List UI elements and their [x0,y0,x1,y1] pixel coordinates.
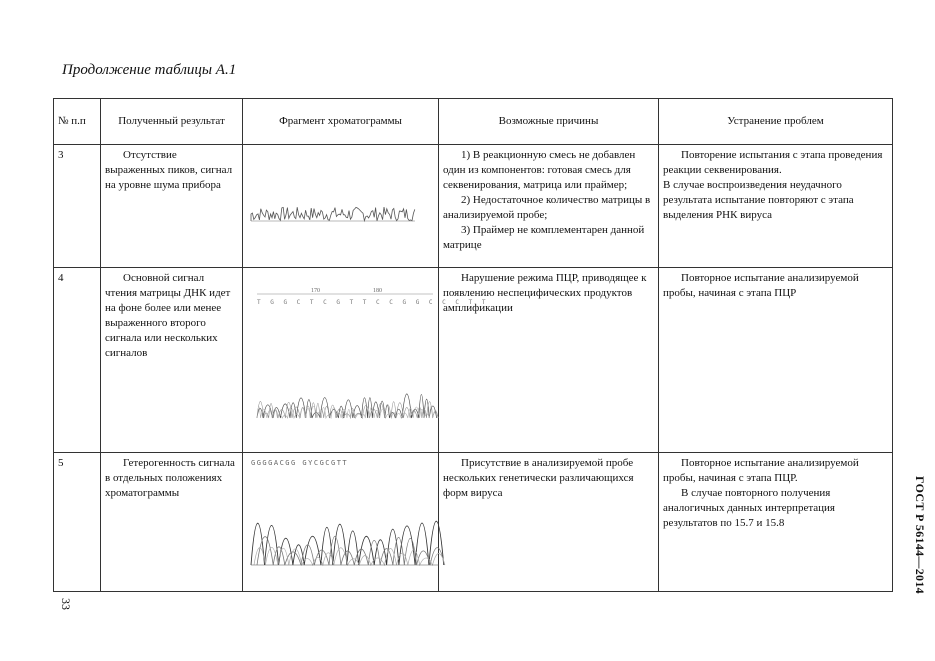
row-number: 5 [54,453,101,592]
header-chromatogram: Фрагмент хроматограммы [243,99,439,145]
fix-cell [659,453,893,592]
cause-item: Нарушение режима ПЦР, приводящее к появлению неспецифических продуктов амплификации [443,272,647,314]
chromatogram-cell [243,453,439,592]
fix-item: Повторное испытание анализируемой пробы, начиная с этапа ПЦР [663,272,859,299]
base-calls: GGGGACGG GYCGCGTT [251,459,349,467]
fix-cell [659,268,893,453]
troubleshooting-table [53,98,893,592]
chromatogram-cell [243,268,489,453]
result-cell: Основной сигнал чтения матрицы ДНК идет на фоне более или менее выраженного второго сигнала или нескольких сигналов [101,268,243,453]
header-fix: Устранение проблем [659,99,893,145]
table-caption: Продолжение таблицы А.1 [62,62,237,78]
chromatogram-mixed-signal-image [243,268,489,452]
chromatogram-noise-image [243,145,439,267]
result-cell: Гетерогенность сигнала в отдельных положениях хроматограммы [101,453,243,592]
row-number: 3 [54,145,101,268]
header-result: Полученный результат [101,99,243,145]
cause-item: 1) В реакционную смесь не добавлен один из компонентов: готовая смесь для секвенирования, матрица или праймер; [443,149,636,191]
header-number: № п.п [54,99,101,145]
table-row [54,145,893,268]
fix-cell [659,145,893,268]
table-row [54,268,893,453]
causes-cell [439,145,659,268]
cause-item: Присутствие в анализируемой пробе нескольких генетически различающихся форм вируса [443,457,634,499]
tick-label: 170 [311,288,320,294]
tick-label: 180 [373,288,382,294]
result-cell: Отсутствие выраженных пиков, сигнал на уровне шума прибора [101,145,243,268]
header-causes: Возможные причины [439,99,659,145]
chromatogram-heterogeneous-image [243,453,439,591]
causes-cell [439,268,659,453]
row-number: 4 [54,268,101,453]
cause-item: 2) Недостаточное количество матрицы в анализируемой пробе; [443,194,651,221]
page-number: 33 [59,598,73,610]
chromatogram-cell [243,145,439,268]
causes-cell [439,453,659,592]
table-header-row [54,99,893,145]
base-calls: T G G C T C G T T C C G G C C C T T [257,299,489,306]
fix-item: В случае воспроизведения неудачного результата испытание повторяют с этапа выделения РНК вируса [663,179,854,221]
table-row [54,453,893,592]
fix-item: В случае повторного получения аналогичных данных интерпретация результатов по 15.7 и 15.8 [663,487,835,529]
fix-item: Повторение испытания с этапа проведения реакции секвенирования. [663,149,883,176]
fix-item: Повторное испытание анализируемой пробы, начиная с этапа ПЦР. [663,457,859,484]
document-title-vertical: ГОСТ Р 56144—2014 [913,476,927,594]
cause-item: 3) Праймер не комплементарен данной матрице [443,224,645,251]
